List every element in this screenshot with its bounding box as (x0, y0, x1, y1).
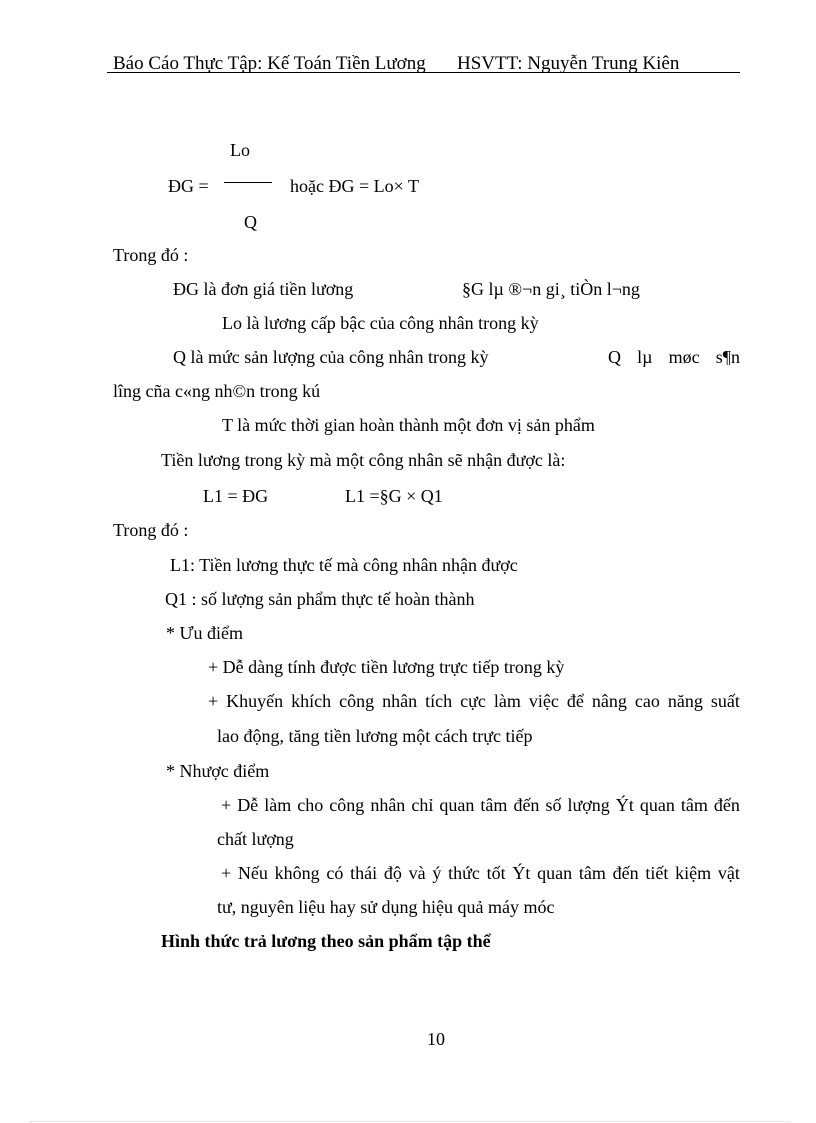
definition-lo: Lo là lương cấp bậc của công nhân trong kỳ (222, 313, 539, 333)
advantages-heading: * Ưu điểm (166, 623, 243, 643)
page-number: 10 (427, 1029, 445, 1049)
header-left: Báo Cáo Thực Tập: Kế Toán Tiền Lương (113, 53, 426, 74)
definition-dg-garbled: §G lµ ®¬n gi¸ tiÒn l¬ng (462, 279, 640, 299)
advantage-item-2-cont: lao động, tăng tiền lương một cách trực tiếp (217, 726, 533, 746)
definition-l1: L1: Tiền lương thực tế mà công nhân nhận được (170, 555, 518, 575)
formula-denominator: Q (244, 212, 257, 232)
definition-q-garbled-cont: lîng cña c«ng nh©n trong kú (113, 381, 321, 401)
page-edge-dots (30, 1121, 790, 1122)
advantage-item-2: + Khuyến khích công nhân tích cực làm việc để nâng cao năng suất (208, 691, 740, 711)
advantage-item-1: + Dễ dàng tính được tiền lương trực tiếp trong kỳ (208, 657, 565, 677)
trong-do-label-2: Trong đó : (113, 520, 189, 540)
definition-dg: ĐG là đơn giá tiền lương (173, 279, 354, 299)
definition-q-garbled: Q lµ møc s¶n (608, 347, 740, 367)
formula-alt: hoặc ĐG = Lo× T (290, 176, 419, 196)
disadvantage-item-2-cont: tư, nguyên liệu hay sử dụng hiệu quả máy móc (217, 897, 555, 917)
disadvantage-item-1-cont: chất lượng (217, 829, 294, 849)
formula-lhs: ĐG = (168, 176, 209, 196)
formula-numerator: Lo (230, 140, 250, 160)
disadvantage-item-1: + Dễ làm cho công nhân chỉ quan tâm đến số lượng Ýt quan tâm đến (221, 795, 740, 815)
definition-q1: Q1 : số lượng sản phẩm thực tế hoàn thành (165, 589, 475, 609)
header-rule (107, 72, 740, 73)
definition-t: T là mức thời gian hoàn thành một đơn vị sản phẩm (222, 415, 595, 435)
fraction-bar (224, 182, 272, 183)
disadvantages-heading: * Nhược điểm (166, 761, 270, 781)
section-heading: Hình thức trả lương theo sản phẩm tập thể (161, 931, 491, 951)
disadvantage-item-2: + Nếu không có thái độ và ý thức tốt Ýt quan tâm đến tiết kiệm vật (221, 863, 740, 883)
trong-do-label: Trong đó : (113, 245, 189, 265)
formula2-left: L1 = ĐG (203, 486, 269, 506)
formula2-right: L1 =§G × Q1 (345, 486, 443, 506)
header-right: HSVTT: Nguyễn Trung Kiên (457, 53, 680, 74)
intro-l1: Tiền lương trong kỳ mà một công nhân sẽ nhận được là: (161, 450, 566, 470)
definition-q: Q là mức sản lượng của công nhân trong kỳ (173, 347, 489, 367)
